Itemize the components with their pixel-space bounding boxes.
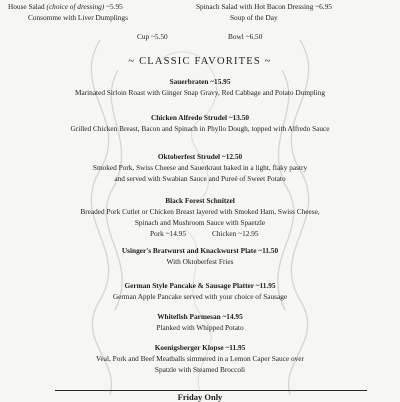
item-name: Whitefish Parmesan ~14.95: [157, 312, 243, 321]
item-desc: Spinach and Mushroom Sauce with Spaetzle: [134, 218, 266, 227]
item-desc: Planked with Whipped Potato: [156, 323, 244, 332]
footer-rule: [55, 390, 367, 391]
chicken-price: Chicken ~12.95: [212, 229, 259, 238]
pork-price: Pork ~14.95: [150, 229, 186, 238]
cup-price: Cup ~5.50: [137, 32, 168, 41]
house-salad-line: House Salad (choice of dressing) ~5.95: [8, 2, 123, 11]
item-desc: With Oktoberfest Fries: [166, 257, 234, 266]
item-desc: Smoked Pork, Swiss Cheese and Sauerkraut baked in a light, flaky pastry: [92, 163, 308, 172]
section-title: ~ CLASSIC FAVORITES ~: [128, 56, 272, 67]
item-desc: Marinated Sirloin Roast with Ginger Snap Gravy, Red Cabbage and Potato Dumpling: [74, 88, 325, 97]
item-name: Koenigsberger Klopse ~11.95: [154, 343, 246, 352]
item-desc: and served with Swabian Sauce and Pureé of Sweet Potato: [114, 174, 286, 183]
item-name: Oktoberfest Strudel ~12.50: [157, 152, 243, 161]
item-name: Black Forest Schnitzel: [165, 196, 235, 205]
bowl-price: Bowl ~6.50: [228, 32, 263, 41]
friday-only-heading: Friday Only: [177, 392, 223, 402]
soup-of-day-line: Soup of the Day: [230, 13, 278, 22]
item-desc: German Apple Pancake served with your choice of Sausage: [112, 292, 288, 301]
item-desc: Breaded Pork Cutlet or Chicken Breast layered with Smoked Ham, Swiss Cheese,: [80, 207, 320, 216]
item-desc: Veal, Pork and Beef Meatballs simmered in a Lemon Caper Sauce over: [96, 354, 304, 363]
item-name: Chicken Alfredo Strudel ~13.50: [150, 113, 250, 122]
item-name: Sauerbraten ~15.95: [169, 77, 231, 86]
item-name: German Style Pancake & Sausage Platter ~11.95: [124, 281, 276, 290]
consomme-line: Consomme with Liver Dumplings: [28, 13, 128, 22]
spinach-salad-line: Spinach Salad with Hot Bacon Dressing ~6.95: [196, 2, 332, 11]
item-name: Usinger's Bratwurst and Knackwurst Plate ~11.50: [121, 246, 279, 255]
item-desc: Spatzle with Steamed Broccoli: [154, 365, 246, 374]
item-desc: Grilled Chicken Breast, Bacon and Spinach in Phyllo Dough, topped with Alfredo Sauce: [70, 124, 330, 133]
